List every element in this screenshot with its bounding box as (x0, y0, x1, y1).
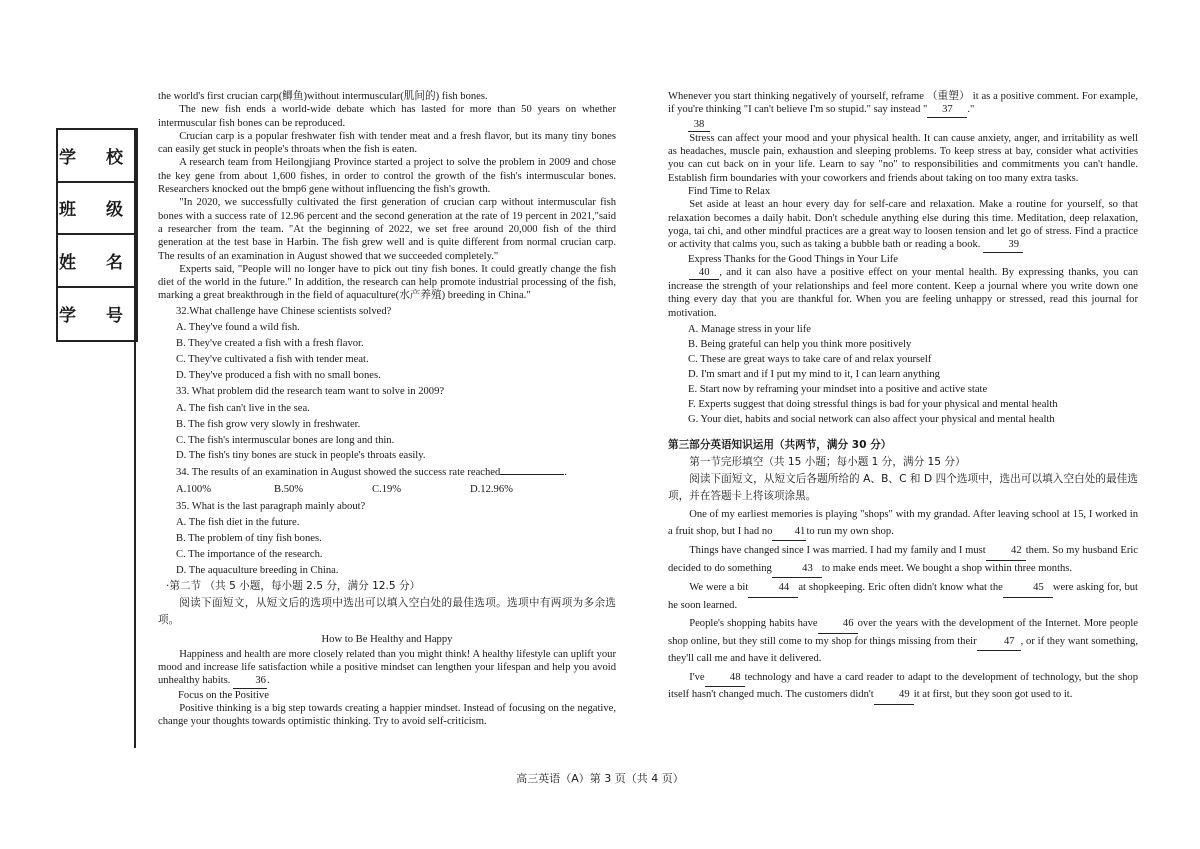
article-title: How to Be Healthy and Happy (321, 634, 453, 646)
choice-option: C. These are great ways to take care of and relax yourself (688, 354, 932, 366)
cloze-text: , or if they want something, they'll call me and have it delivered. (668, 635, 1138, 665)
answer-option: A. The fish diet in the future. (176, 517, 300, 529)
answer-option: C.19% (372, 483, 402, 495)
question-34: 34. The results of an examination in August showed the success rate reached . (176, 467, 567, 479)
choice-option: D. I'm smart and if I put my mind to it, I can learn anything (688, 369, 940, 381)
passage-paragraph: The new fish ends a world-wide debate which has lasted for more than 50 years on whether intermuscular fish bones can be reproduced. (158, 104, 616, 129)
blank-38-line (688, 118, 1138, 132)
answer-option: B. The problem of tiny fish bones. (176, 532, 322, 544)
question-34-stem: 34. The results of an examination in August showed the success rate reached (176, 467, 501, 479)
choice-option: B. Being grateful can help you think more positively (688, 339, 912, 351)
reframe-text: Whenever you start thinking negatively of yourself, reframe （重塑） it as a positive comment. For example, if you're thinking "I can't believe I'm so stupid." say instead " (668, 91, 1138, 116)
school-field-label: 学 校 (58, 130, 136, 183)
question-35: 35. What is the last paragraph mainly about? (176, 500, 366, 512)
part-3-instructions: 阅读下面短文，从短文后各题所给的 A、B、C 和 D 四个选项中，选出可以填入空白处的最佳选项，并在答题卡上将该项涂黑。 (668, 473, 1138, 503)
cloze-text: were asking for, but he soon learned. (668, 582, 1138, 611)
page-footer: 高三英语（A）第 3 页（共 4 页） (516, 772, 684, 785)
cloze-paragraph (668, 543, 1138, 578)
answer-option: B.50% (274, 483, 304, 495)
part-3-section-1: 第一节完形填空（共 15 小题；每小题 1 分，满分 15 分） (689, 456, 966, 469)
stress-paragraph: Stress can affect your mood and your physical health. It can cause anxiety, anger, and irritability as well as headaches, muscle pain, exhaustion and sleeping problems. To keep stress at bay, consider what activities you can cut back on in your life. Learn to say "no" to responsibilities and commitments you can't handle. Establish firm boundaries with your coworkers and friends about taking on too many extra tasks. (668, 132, 1138, 184)
answer-option: C. The fish's intermuscular bones are long and thin. (176, 434, 395, 446)
answer-option: A.100% (176, 483, 212, 495)
blank-44: 44 (748, 580, 798, 598)
blank-42: 42 (986, 543, 1026, 561)
relax-paragraph (668, 198, 1138, 252)
blank-41: 41 (772, 524, 806, 542)
blank-49: 49 (874, 687, 914, 705)
cloze-paragraph (668, 670, 1138, 705)
choice-option: G. Your diet, habits and social network can also affect your physical and mental health (688, 414, 1055, 426)
cloze-text: One of my earliest memories is playing "shops" with my grandad. After leaving school at 15, I worked in a fruit shop, but I had no (668, 509, 1138, 537)
intro-text: Happiness and health are more closely related than you might think! A healthy lifestyle can uplift your mood and increase life satisfaction while a positive mindset can lengthen your lifespan and help you avoid unhealthy habits. (158, 648, 616, 687)
right-column (668, 90, 1138, 705)
cloze-text: at shopkeeping. Eric often didn't know what the (798, 582, 1003, 594)
blank-45: 45 (1003, 580, 1053, 598)
blank-38: 38 (688, 118, 710, 132)
choice-options (668, 322, 1138, 427)
cloze-text: them. So my husband Eric decided to do something (668, 545, 1138, 574)
answer-option: D. The aquaculture breeding in China. (176, 564, 339, 576)
blank-46: 46 (818, 616, 858, 634)
choice-option: E. Start now by reframing your mindset into a positive and active state (688, 384, 988, 396)
passage-paragraph: A research team from Heilongjiang Province started a project to solve the problem in 2009 and chose the key gene from about 1,600 fishes, in order to control the growth of the fish's intermuscular bones. Researchers knocked out the bmp6 gene without influencing the fish's growth. (158, 157, 616, 196)
section-2-instructions: 阅读下面短文，从短文后的选项中选出可以填入空白处的最佳选项。选项中有两项为多余选项。 (158, 597, 616, 627)
reframe-text-end: ." (967, 104, 975, 116)
answer-option: A. They've found a wild fish. (176, 322, 300, 334)
cloze-text: Things have changed since I was married. I had my family and I must (689, 545, 986, 557)
choice-option: F. Experts suggest that doing stressful things is bad for your physical and mental health (688, 399, 1058, 411)
cloze-text: People's shopping habits have (689, 618, 818, 630)
cloze-text: I've (689, 671, 705, 683)
intro-paragraph: Happiness and health are more closely related than you might think! A healthy lifestyle can uplift your mood and increase life satisfaction while a positive mindset can lengthen your lifespan and help you avoid unhealthy habits. 36. (158, 648, 616, 689)
answer-option: B. The fish grow very slowly in freshwater. (176, 418, 361, 430)
binding-line (134, 128, 136, 748)
relax-heading: Find Time to Relax (688, 186, 771, 198)
thanks-text: , and it can also have a positive effect on your mental health. By expressing thanks, you can increase the strength of your relationships and feel more content. Keep a journal where you write down one thing every day that you are thankful for. When you are feeling unhappy or stressed, read this journal for motivation. (668, 266, 1138, 319)
class-field-label: 班 级 (58, 183, 136, 236)
answer-option: C. They've cultivated a fish with tender meat. (176, 353, 369, 365)
cloze-text: We were a bit (689, 582, 749, 594)
focus-paragraph: Positive thinking is a big step towards creating a happier mindset. Instead of focusing on the negative, change your thoughts towards optimistic thinking. Try to avoid self-criticism. (158, 702, 616, 728)
student-id-field-label: 学 号 (59, 306, 135, 327)
left-column (158, 90, 616, 728)
question-32: 32.What challenge have Chinese scientists solved? (176, 305, 392, 317)
cloze-paragraph (668, 580, 1138, 614)
answer-option: D. They've produced a fish with no small bones. (176, 369, 381, 381)
blank-36: 36 (233, 674, 267, 688)
cloze-paragraph (668, 616, 1138, 668)
blank-37: 37 (927, 103, 967, 117)
thanks-heading: Express Thanks for the Good Things in Your Life (688, 253, 898, 265)
thanks-paragraph (668, 266, 1138, 320)
answer-option: A. The fish can't live in the sea. (176, 402, 310, 414)
blank-47: 47 (977, 634, 1021, 652)
choice-option: A. Manage stress in your life (688, 324, 811, 336)
blank-43: 43 (772, 561, 822, 579)
cloze-text: to run my own shop. (806, 525, 894, 537)
blank-48: 48 (705, 670, 745, 688)
answer-option: B. They've created a fish with a fresh flavor. (176, 338, 364, 350)
answer-option: C. The importance of the research. (176, 548, 323, 560)
answer-option: D. The fish's tiny bones are stuck in people's throats easily. (176, 450, 426, 462)
answer-option: D.12.96% (470, 483, 513, 495)
focus-heading: Focus on the Positive (178, 689, 269, 701)
student-info-box (56, 128, 138, 342)
question-34-options (176, 482, 616, 498)
passage-paragraph: "In 2020, we successfully cultivated the first generation of crucian carp without intermuscular fish bones with a success rate of 12.96 percent and the second generation at the rate of 19 percent in 2021,"said a researcher from the team. "At the beginning of 2022, we set free around 20,000 fish of the third generation at the test base in Harbin. The fish grew well and is quite different from normal crucian carp. The results of an examination in August showed that we succeeded completely." (158, 197, 616, 262)
passage-paragraph: Experts said, "People will no longer have to pick out tiny fish bones. It could greatly change the fish diet of the world in the future." In addition, the research can help promote industrial processing of the fish, marking a great breakthrough in the field of aquaculture(水产养殖) breeding in China." (158, 263, 616, 302)
cloze-paragraph (668, 507, 1138, 541)
cloze-text: it at first, but they soon got used to it. (913, 689, 1073, 701)
passage-paragraph: the world's first crucian carp(鲫鱼)without intermuscular(肌间的) fish bones. (158, 91, 488, 102)
cloze-text: to make ends meet. We bought a shop within three months. (821, 562, 1073, 574)
answer-blank (500, 474, 564, 475)
relax-text: Set aside at least an hour every day for self-care and relaxation. Make a routine for yourself, so that relaxation becomes a daily habit. Don't schedule anything else during this time. Meditation, deep relaxation, yoga, tai chi, and other mindful practices are a great way to loosen tension and let go of stress. Find a practice or activity that calms you, such as taking a bubble bath or reading a book. (668, 199, 1138, 251)
cloze-text: technology and have a card reader to adapt to the development of technology, but the shop itself hasn't changed much. The customers didn't (668, 671, 1138, 701)
question-33: 33. What problem did the research team want to solve in 2009? (176, 386, 445, 398)
part-3-title: 第三部分英语知识运用（共两节，满分 30 分） (668, 439, 892, 452)
section-2-title: ·第二节 （共 5 小题，每小题 2.5 分，满分 12.5 分） (166, 580, 421, 593)
reframe-paragraph (668, 90, 1138, 118)
name-field-label: 姓 名 (58, 235, 136, 288)
cloze-text: over the years with the development of the Internet. More people shop online, but they still come to my shop for things missing from their (668, 618, 1138, 647)
blank-40: 40 (689, 266, 719, 280)
passage-paragraph: Crucian carp is a popular freshwater fish with tender meat and a fresh flavor, but its many tiny bones can easily get stuck in people's throats when the fish is eaten. (158, 130, 616, 156)
blank-39: 39 (983, 238, 1023, 252)
